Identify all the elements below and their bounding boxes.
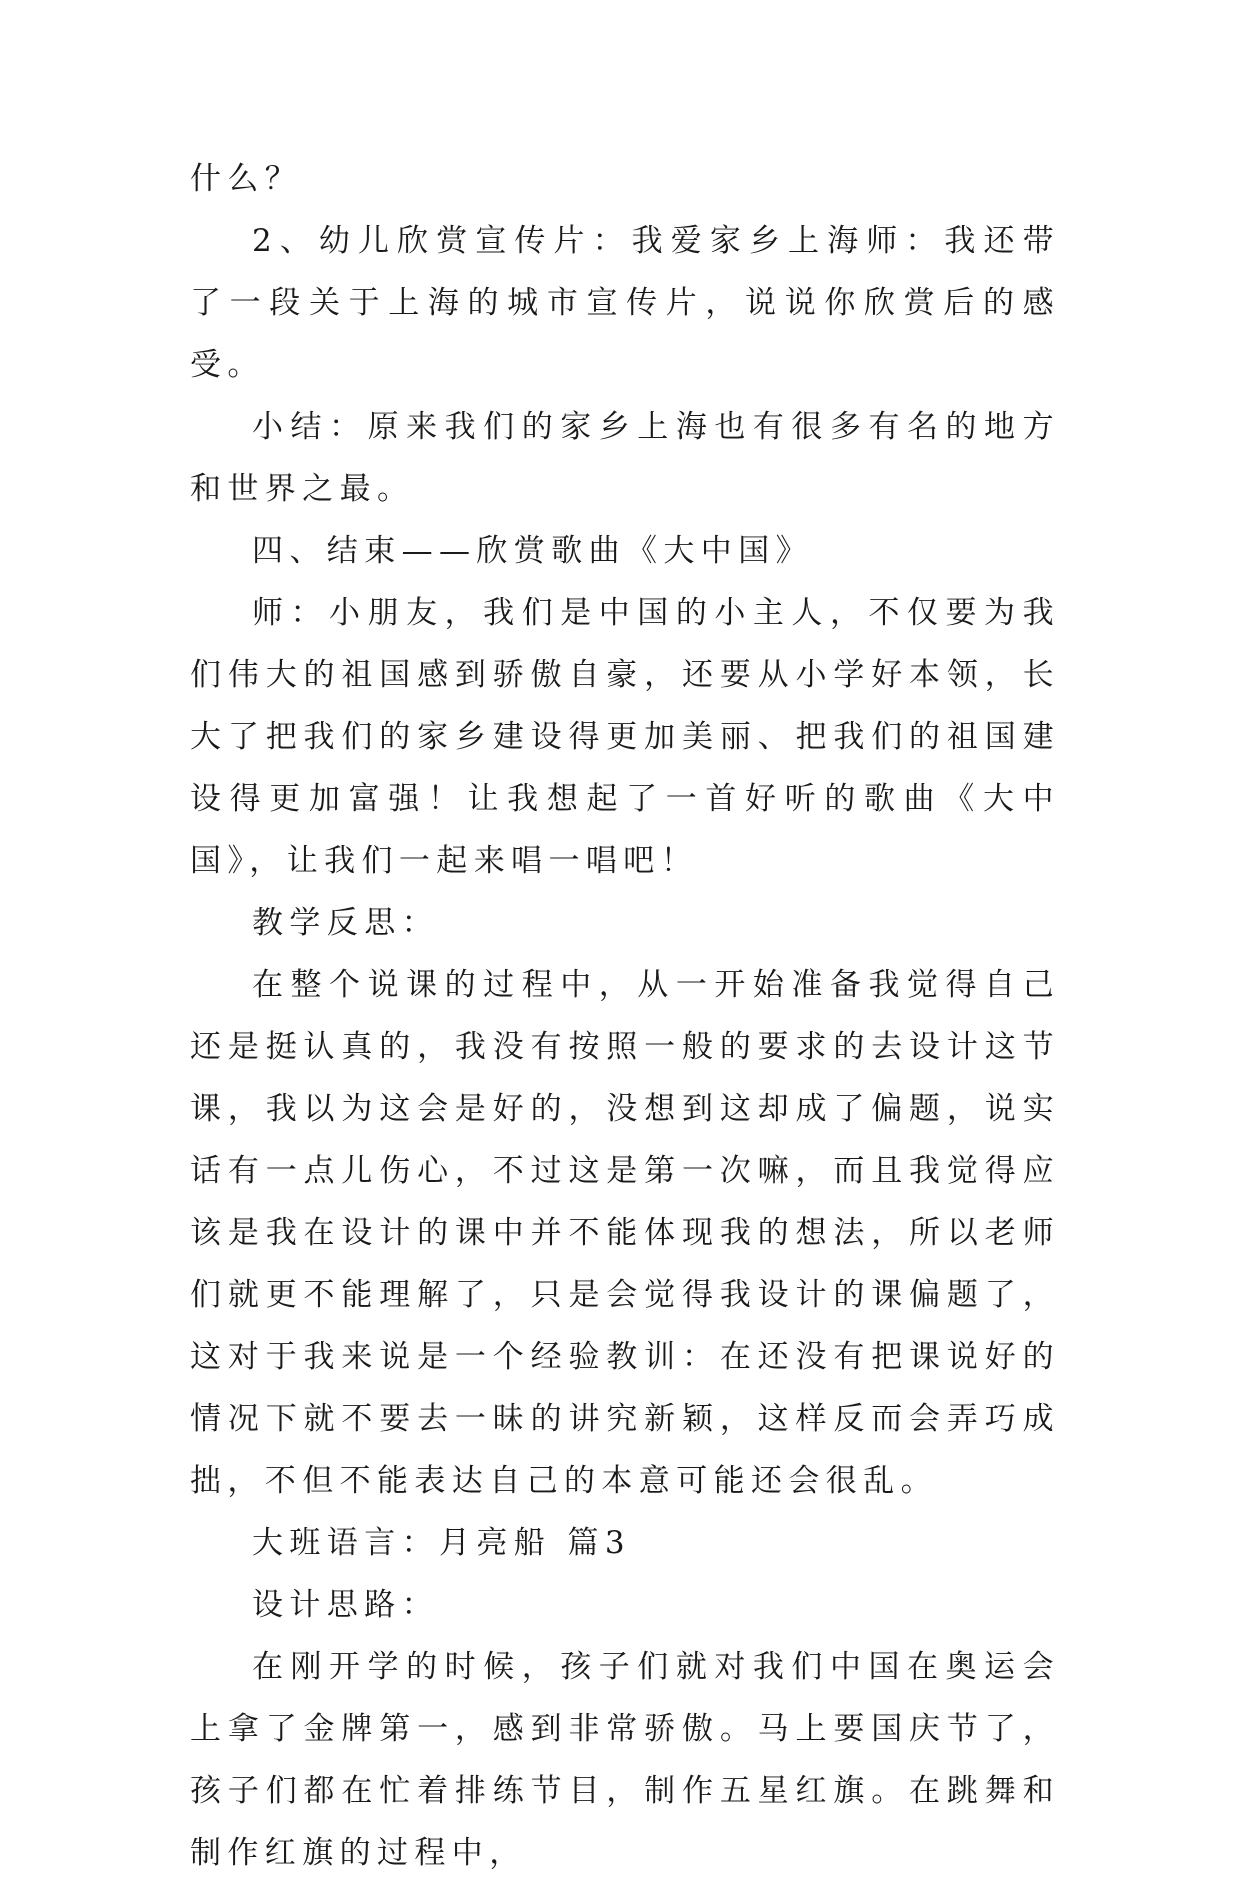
paragraph-reflection: 在整个说课的过程中，从一开始准备我觉得自己还是挺认真的，我没有按照一般的要求的去设计这节课，我以为这会是好的，没想到这却成了偏题，说实话有一点儿伤心，不过这是第一次嘛，而且我觉得应该是我在设计的课中并不能体现我的想法，所以老师们就更不能理解了，只是会觉得我设计的课偏题了，这对于我来说是一个经验教训：在还没有把课说好的情况下就不要去一昧的讲究新颖，这样反而会弄巧成拙，不但不能表达自己的本意可能还会很乱。 <box>190 967 1060 1499</box>
paragraph-summary: 小结：原来我们的家乡上海也有很多有名的地方和世界之最。 <box>190 409 1060 507</box>
paragraph-continuation: 什么？ <box>190 161 303 197</box>
paragraph-teacher-speech: 师：小朋友，我们是中国的小主人，不仅要为我们伟大的祖国感到骄傲自豪，还要从小学好本领，长大了把我们的家乡建设得更加美丽、把我们的祖国建设得更加富强！让我想起了一首好听的歌曲《大中国》，让我们一起来唱一唱吧！ <box>190 595 1060 879</box>
section-heading-ending: 四、结束——欣赏歌曲《大中国》 <box>252 533 813 569</box>
section-heading-design-idea: 设计思路： <box>252 1587 439 1623</box>
document-body <box>190 148 1060 1884</box>
section-heading-reflection: 教学反思： <box>252 905 439 941</box>
paragraph-design-idea: 在刚开学的时候，孩子们就对我们中国在奥运会上拿了金牌第一，感到非常骄傲。马上要国庆节了，孩子们都在忙着排练节目，制作五星红旗。在跳舞和制作红旗的过程中， <box>190 1649 1060 1871</box>
section-heading-lesson-3: 大班语言：月亮船 篇3 <box>252 1525 631 1561</box>
paragraph-promo-video: 2、幼儿欣赏宣传片：我爱家乡上海师：我还带了一段关于上海的城市宣传片，说说你欣赏后的感受。 <box>190 223 1060 383</box>
